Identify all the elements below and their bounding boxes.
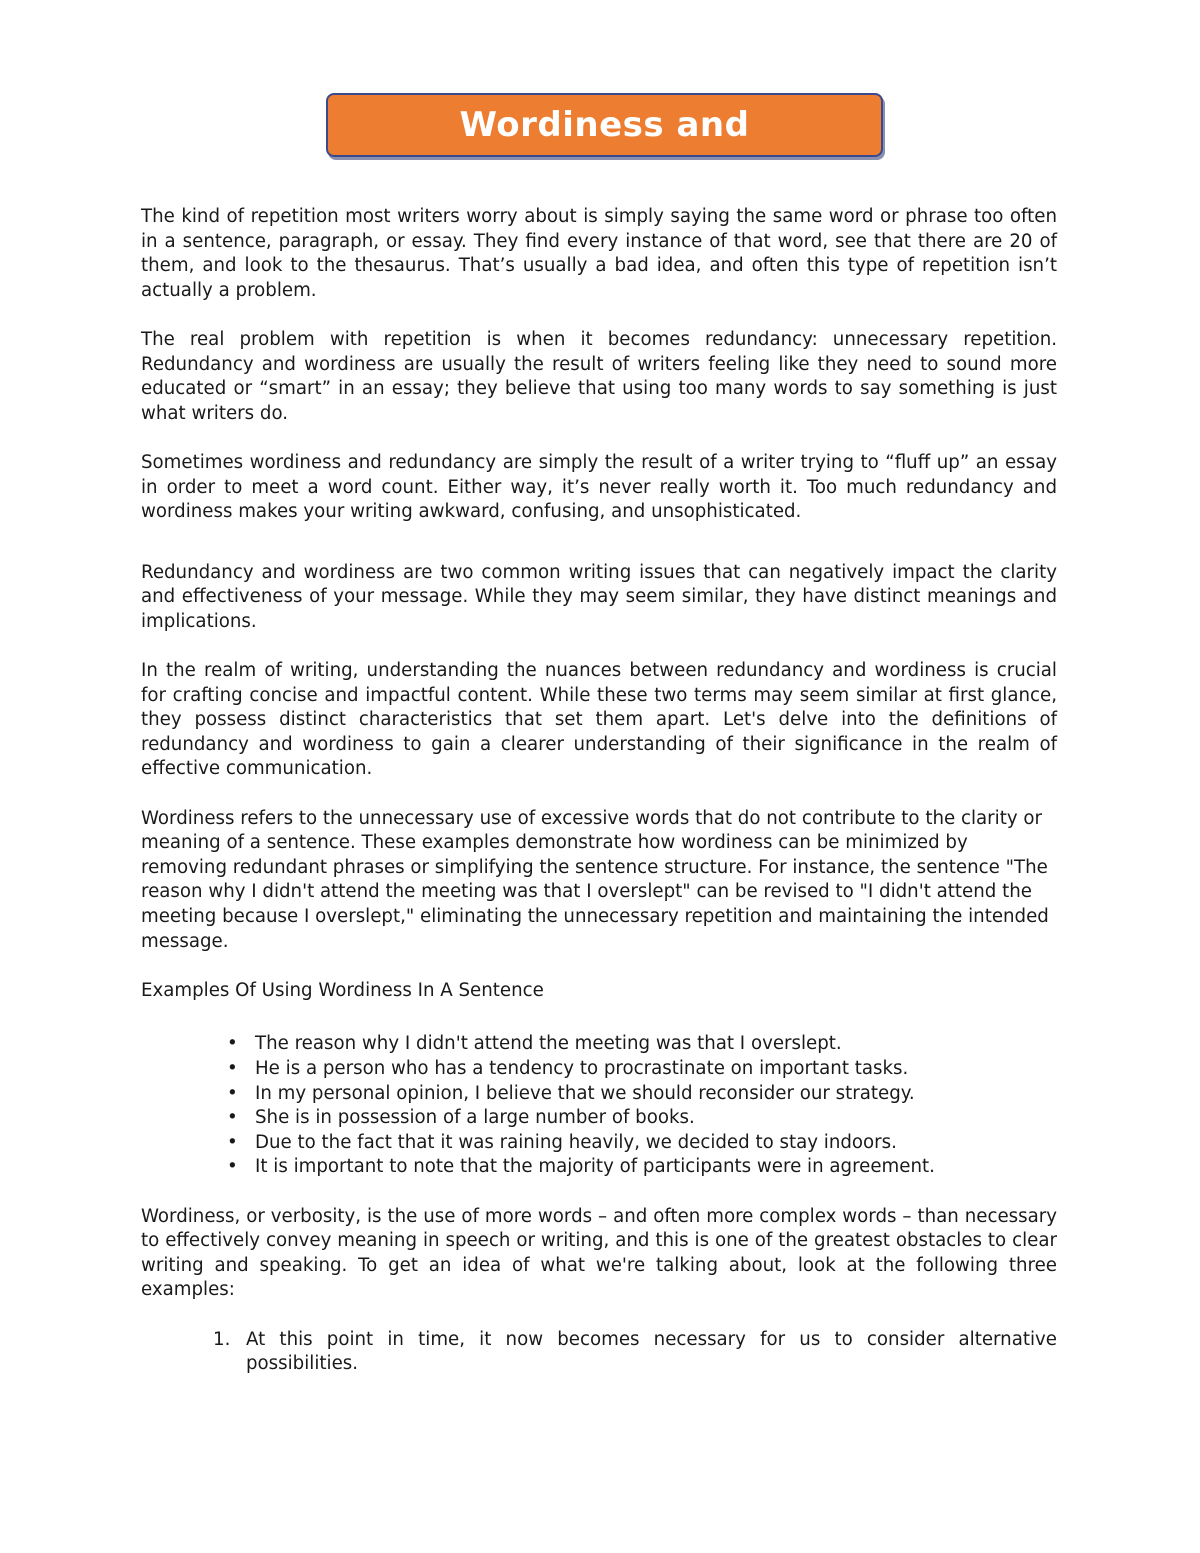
document-title: Wordiness and — [459, 105, 750, 145]
paragraph-verbosity: Wordiness, or verbosity, is the use of more words – and often more complex words – than necessary to effectively convey meaning in speech or writing, and this is one of the greatest obstacles to clear writing and speaking. To get an idea of what we're talking about, look at the following three examples: — [141, 1205, 1057, 1301]
list-item — [227, 1131, 1057, 1156]
list-item — [227, 1082, 1057, 1107]
paragraph-repetition-intro: The kind of repetition most writers worry about is simply saying the same word or phrase too often in a sentence, paragraph, or essay. They find every instance of that word, see that there are 20 of them, and look to the thesaurus. That’s usually a bad idea, and often this type of repetition isn’t actually a problem. — [141, 206, 1057, 301]
list-item-text: She is in possession of a large number of books. — [255, 1107, 695, 1129]
bullet-icon: • — [227, 1082, 238, 1104]
list-item — [227, 1106, 1057, 1131]
examples-list — [141, 1032, 1057, 1180]
bullet-icon: • — [227, 1156, 238, 1178]
list-number: 1. — [213, 1328, 231, 1350]
numbered-list-item — [213, 1328, 1057, 1377]
bullet-icon: • — [227, 1058, 238, 1079]
bullet-icon: • — [227, 1107, 238, 1129]
bullet-icon: • — [227, 1033, 238, 1055]
list-item-text: Due to the fact that it was raining heavily, we decided to stay indoors. — [255, 1131, 897, 1153]
list-item — [227, 1057, 1057, 1082]
list-item — [227, 1032, 1057, 1057]
list-item-text: It is important to note that the majority of participants were in agreement. — [255, 1156, 935, 1178]
examples-heading: Examples Of Using Wordiness In A Sentence — [141, 979, 544, 1001]
paragraph-redundancy-problem: The real problem with repetition is when it becomes redundancy: unnecessary repetition. Redundancy and wordiness are usually the result of writers feeling like they need to sound more educated or “smart” in an essay; they believe that using too many words to say something is just what writers do. — [141, 328, 1057, 424]
paragraph-realm-of-writing: In the realm of writing, understanding the nuances between redundancy and wordiness is crucial for crafting concise and impactful content. While these two terms may seem similar at first glance, they possess distinct characteristics that set them apart. Let's delve into the definitions of redundancy and wordiness to gain a clearer understanding of their significance in the realm of effective communication. — [141, 660, 1057, 780]
list-item-text: He is a person who has a tendency to procrastinate on important tasks. — [255, 1058, 909, 1079]
list-item-text: The reason why I didn't attend the meeting was that I overslept. — [255, 1033, 842, 1055]
paragraph-fluff: Sometimes wordiness and redundancy are simply the result of a writer trying to “fluff up” an essay in order to meet a word count. Either way, it’s never really worth it. Too much redundancy and wordiness makes your writing awkward, confusing, and unsophisticated. — [141, 451, 1057, 523]
list-item-text: In my personal opinion, I believe that we should reconsider our strategy. — [255, 1082, 915, 1104]
numbered-examples-list — [141, 1328, 1057, 1377]
title-banner — [326, 93, 883, 157]
numbered-item-text: At this point in time, it now becomes necessary for us to consider alternative possibilities. — [246, 1328, 1057, 1375]
list-item — [227, 1155, 1057, 1180]
bullet-icon: • — [227, 1131, 238, 1153]
paragraph-wordiness-definition: Wordiness refers to the unnecessary use of excessive words that do not contribute to the clarity or meaning of a sentence. These examples demonstrate how wordiness can be minimized by removing redundant phrases or simplifying the sentence structure. For instance, the sentence "The reason why I didn't attend the meeting was that I overslept" can be revised to "I didn't attend the meeting because I overslept," eliminating the unnecessary repetition and maintaining the intended message. — [141, 807, 1049, 952]
paragraph-common-issues: Redundancy and wordiness are two common writing issues that can negatively impact the clarity and effectiveness of your message. While they may seem similar, they have distinct meanings and implications. — [141, 561, 1057, 632]
document-body — [141, 205, 1057, 1377]
